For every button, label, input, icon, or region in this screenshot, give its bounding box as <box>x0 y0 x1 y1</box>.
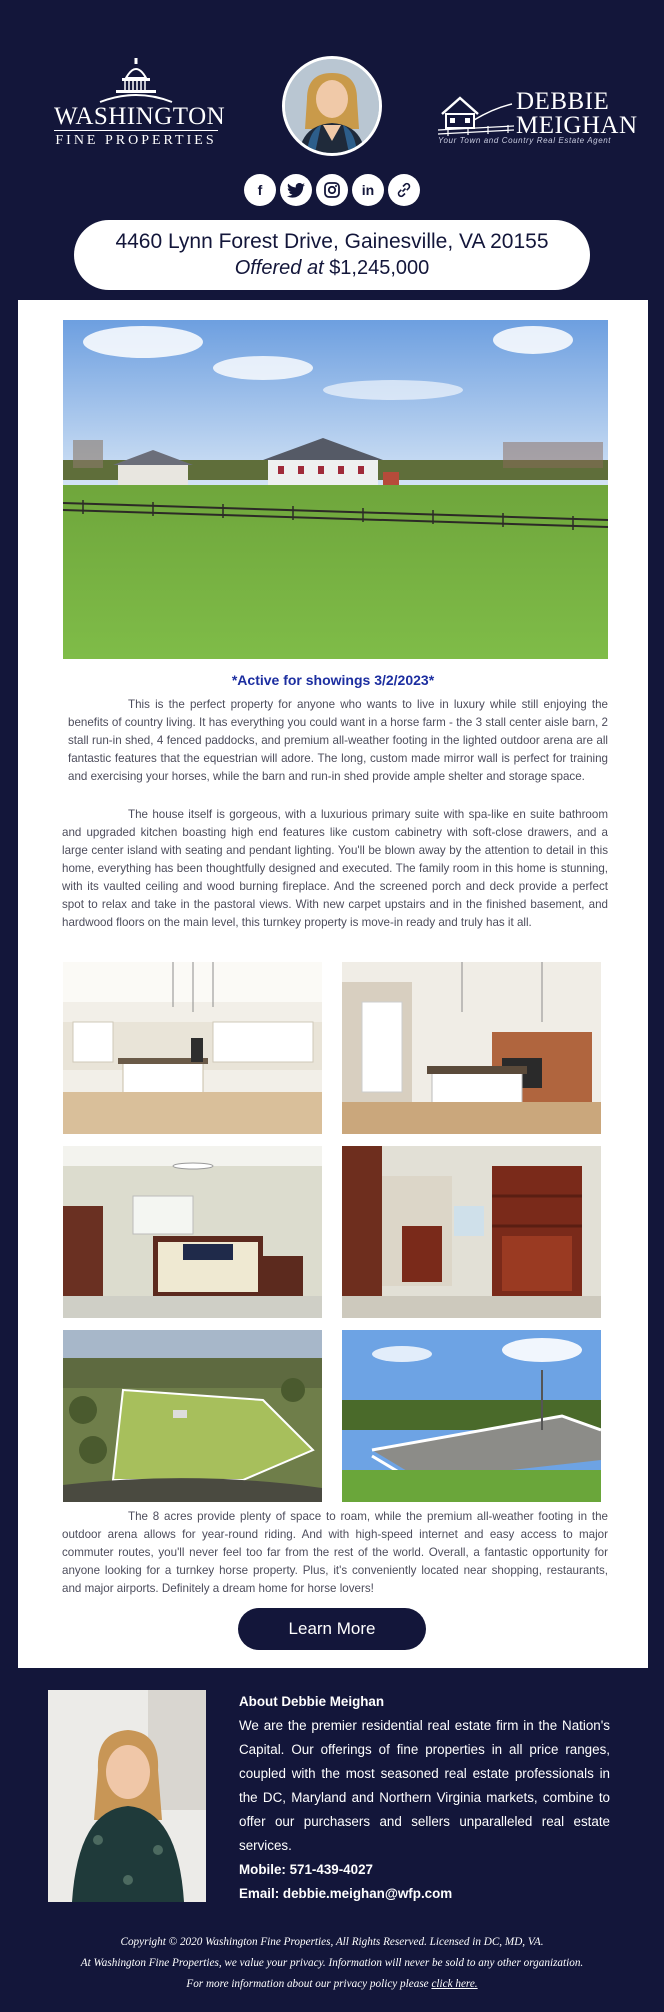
active-showings-note: *Active for showings 3/2/2023* <box>231 672 435 688</box>
description-paragraph-1: This is the perfect property for anyone who wants to live in luxury while still enjoying the benefits of country living. It has everything you could want in a horse farm - the 3 stall center aisle barn, 2 stall run-in shed, 4 fenced paddocks, and premium all-weather footing in the lighted outdoor arena are all fantastic features that the equestrian will adore. The long, custom made mirror wall is perfect for training and exercising your horses, while the barn and run-in shed provide ample shelter and storage space. <box>68 698 608 783</box>
privacy-line: At Washington Fine Properties, we value your privacy. Information will never be sold to any other organization. <box>80 1957 584 1969</box>
description-paragraph-3: The 8 acres provide plenty of space to roam, while the premium all-weather footing in the outdoor arena allows for year-round riding. And with high-speed internet and easy access to major commuter routes, you'll never feel too far from the rest of the world. Overall, a fantastic opportunity for anyone looking for a turnkey horse property. Plus, it's conveniently located near shopping, restaurants, and major airports. Definitely a dream home for horse lovers! <box>62 1510 608 1595</box>
linkedin-icon[interactable]: in <box>352 174 384 206</box>
farmhouse-icon <box>438 90 514 136</box>
privacy-policy-link[interactable]: click here. <box>431 1978 478 1990</box>
kitchen-photo-2[interactable] <box>342 962 601 1134</box>
wfp-logo-name: WASHINGTON <box>54 103 226 130</box>
description-paragraph-2: The house itself is gorgeous, with a luxurious primary suite with spa-like en suite bathroom and upgraded kitchen boasting high end features like custom cabinetry with soft-close drawers, and a large center island with seating and pendant lighting. You'll be blown away by the attention to detail in this home, everything has been thoughtfully designed and executed. The family room in this home is stunning, with its vaulted ceiling and wood burning fireplace. And the screened porch and deck provide a perfect spot to relax and take in the pastoral views. With new carpet upstairs and in the finished basement, and hardwood floors on the main level, this turnkey property is move-in ready and truly has it all. <box>62 808 608 929</box>
agent-avatar <box>282 56 382 156</box>
link-icon[interactable] <box>388 174 420 206</box>
copyright-line: Copyright © 2020 Washington Fine Properties, All Rights Reserved. Licensed in DC, MD, VA. <box>120 1936 544 1948</box>
closet-photo[interactable] <box>342 1146 601 1318</box>
agent-mobile[interactable]: Mobile: 571-439-4027 <box>239 1862 373 1877</box>
twitter-icon[interactable] <box>280 174 312 206</box>
agent-logo-last-name: MEIGHAN <box>516 112 638 139</box>
bedroom-photo[interactable] <box>63 1146 322 1318</box>
facebook-icon[interactable]: f <box>244 174 276 206</box>
washington-fine-properties-logo[interactable] <box>54 58 226 149</box>
footer <box>0 1932 664 1995</box>
instagram-icon[interactable] <box>316 174 348 206</box>
about-agent-section <box>239 1690 610 1906</box>
agent-logo-name <box>516 90 638 138</box>
aerial-property-photo[interactable] <box>63 1330 322 1502</box>
about-title: About Debbie Meighan <box>239 1694 385 1709</box>
address-price-banner <box>74 220 590 290</box>
email-header <box>0 0 664 300</box>
wfp-logo-subtitle: FINE PROPERTIES <box>54 130 218 149</box>
offered-at-label: Offered at <box>234 257 324 279</box>
listing-price: $1,245,000 <box>329 257 430 279</box>
hero-property-photo[interactable] <box>63 320 608 659</box>
privacy-policy-line <box>0 1974 664 1995</box>
agent-email[interactable]: Email: debbie.meighan@wfp.com <box>239 1886 453 1901</box>
kitchen-photo-1[interactable] <box>63 962 322 1134</box>
agent-logo-first-name: DEBBIE <box>516 88 610 115</box>
learn-more-button[interactable]: Learn More <box>238 1608 426 1650</box>
agent-logo-tagline: Your Town and Country Real Estate Agent <box>438 136 612 145</box>
offer-price-line <box>74 255 590 281</box>
social-links <box>244 174 420 206</box>
riding-arena-photo[interactable] <box>342 1330 601 1502</box>
privacy-policy-prefix: For more information about our privacy policy please <box>186 1978 432 1990</box>
about-body: We are the premier residential real estate firm in the Nation's Capital. Our offerings of fine properties in all price ranges, coupled with the most seasoned real estate professionals in the DC, Maryland and Northern Virginia markets, combine to offer our purchasers and sellers unparalleled real estate services. <box>239 1718 610 1853</box>
property-address: 4460 Lynn Forest Drive, Gainesville, VA 20155 <box>115 230 549 253</box>
listing-card <box>18 300 648 1668</box>
agent-portrait-photo <box>48 1690 206 1902</box>
capitol-dome-icon <box>96 58 176 104</box>
